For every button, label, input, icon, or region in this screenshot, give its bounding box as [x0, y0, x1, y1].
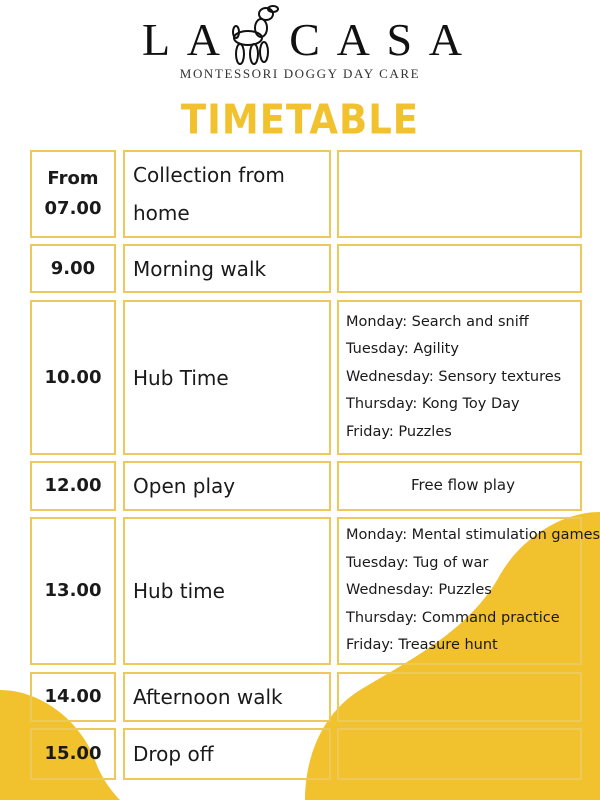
time-text: 15.00: [44, 743, 102, 764]
details-cell: [337, 672, 582, 722]
time-text: 9.00: [50, 257, 96, 279]
activity-cell: [123, 517, 331, 665]
time-text: 13.00: [44, 580, 102, 601]
detail-line: Tuesday: Tug of war: [346, 554, 489, 571]
detail-line: Friday: Puzzles: [346, 423, 452, 440]
details-cell: [337, 244, 582, 293]
time-text: 07.00: [44, 198, 102, 219]
detail-line: Friday: Treasure hunt: [346, 637, 498, 654]
brand-logo: [0, 0, 600, 95]
details-cell: [337, 517, 600, 665]
activity-text: Hub time: [133, 579, 225, 603]
time-text: 12.00: [44, 475, 102, 496]
brand-letter: C: [289, 14, 320, 65]
detail-line: Wednesday: Sensory textures: [346, 368, 562, 385]
detail-line: Thursday: Kong Toy Day: [346, 396, 520, 413]
activity-cell: [123, 300, 331, 455]
activity-cell: [123, 728, 331, 780]
table-row: [30, 150, 582, 238]
details-cell: [337, 728, 582, 780]
activity-cell: [123, 461, 331, 511]
table-row: [30, 244, 582, 293]
activity-text: Open play: [133, 474, 236, 498]
time-cell: [30, 300, 116, 455]
activity-text: Hub Time: [133, 365, 229, 390]
detail-line: Wednesday: Puzzles: [346, 582, 492, 599]
activity-text: Afternoon walk: [133, 685, 283, 709]
table-row: [30, 300, 582, 455]
brand-name: [142, 14, 462, 66]
detail-line: Monday: Search and sniff: [346, 313, 529, 330]
details-cell: [337, 150, 582, 238]
detail-line: Tuesday: Agility: [346, 341, 459, 358]
time-cell: [30, 728, 116, 780]
time-text: 14.00: [44, 686, 102, 707]
table-row: [30, 728, 582, 780]
time-text: From: [47, 168, 99, 189]
time-text: 10.00: [44, 366, 102, 388]
brand-subtitle: MONTESSORI DOGGY DAY CARE: [179, 66, 421, 81]
details-cell: [337, 300, 582, 455]
activity-cell: [123, 150, 331, 238]
time-cell: [30, 672, 116, 722]
table-row: [30, 461, 582, 511]
activity-text: home: [133, 201, 190, 225]
brand-letter: A: [186, 14, 220, 65]
activity-text: Collection from: [133, 163, 285, 187]
detail-line: Monday: Mental stimulation games: [346, 527, 600, 544]
brand-letter: A: [336, 14, 370, 65]
brand-letter: A: [428, 14, 462, 65]
detail-line: Thursday: Command practice: [346, 609, 560, 626]
brand-letter: S: [386, 14, 413, 65]
activity-text: Drop off: [133, 742, 214, 766]
activity-text: Morning walk: [133, 256, 267, 281]
time-cell: [30, 517, 116, 665]
time-cell: [30, 461, 116, 511]
details-cell: [337, 461, 582, 511]
time-cell: [30, 150, 116, 238]
table-row: [30, 517, 600, 665]
brand-letter: L: [142, 14, 171, 65]
detail-line: Free flow play: [410, 476, 516, 495]
page-title: TIMETABLE: [180, 95, 420, 144]
table-row: [30, 672, 582, 722]
balloon-dog-icon: [226, 2, 290, 66]
time-cell: [30, 244, 116, 293]
activity-cell: [123, 672, 331, 722]
activity-cell: [123, 244, 331, 293]
